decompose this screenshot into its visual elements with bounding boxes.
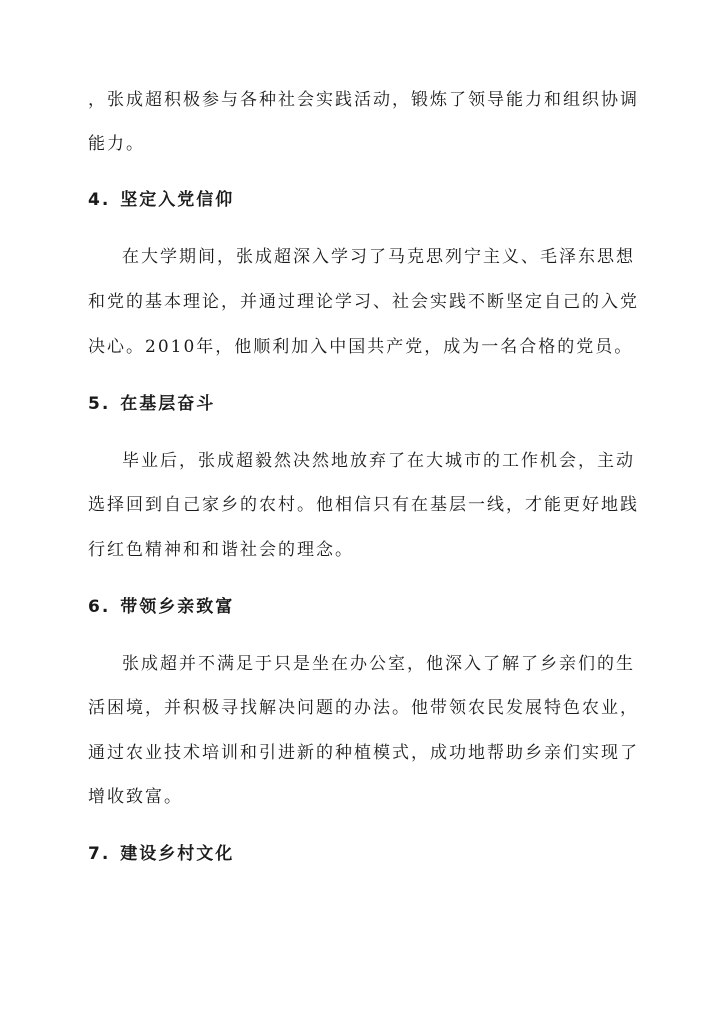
paragraph-line: 张成超并不满足于只是坐在办公室，他深入了解了乡亲们的生 [122, 654, 635, 674]
section-heading-5 [88, 393, 215, 415]
paragraph-line: 活困境，并积极寻找解决问题的办法。他带领农民发展特色农业， [88, 698, 639, 718]
section-title: 坚定入党信仰 [120, 190, 235, 210]
paragraph-line: 毕业后，张成超毅然决然地放弃了在大城市的工作机会，主动 [122, 451, 635, 471]
section-title: 在基层奋斗 [120, 394, 216, 414]
paragraph-line: 选择回到自己家乡的农村。他相信只有在基层一线，才能更好地践 [88, 495, 639, 515]
paragraph-line: 增收致富。 [88, 787, 183, 807]
paragraph-line: 在大学期间，张成超深入学习了马克思列宁主义、毛泽东思想 [122, 247, 635, 267]
section-heading-6 [88, 596, 234, 618]
section-number: 7. [88, 844, 111, 864]
section-number: 6. [88, 597, 111, 617]
section-title: 带领乡亲致富 [120, 597, 235, 617]
paragraph-line: 决心。2010年，他顺利加入中国共产党，成为一名合格的党员。 [88, 337, 634, 357]
section-heading-7 [88, 843, 234, 865]
section-title: 建设乡村文化 [120, 844, 235, 864]
paragraph-line: 能力。 [88, 134, 145, 154]
section-number: 4. [88, 190, 111, 210]
paragraph-line: 行红色精神和和谐社会的理念。 [88, 540, 354, 560]
section-heading-4 [88, 189, 234, 211]
paragraph-line: ，张成超积极参与各种社会实践活动，锻炼了领导能力和组织协调 [88, 90, 639, 110]
section-number: 5. [88, 394, 111, 414]
paragraph-line: 通过农业技术培训和引进新的种植模式，成功地帮助乡亲们实现了 [88, 743, 639, 763]
paragraph-line: 和党的基本理论，并通过理论学习、社会实践不断坚定自己的入党 [88, 292, 639, 312]
